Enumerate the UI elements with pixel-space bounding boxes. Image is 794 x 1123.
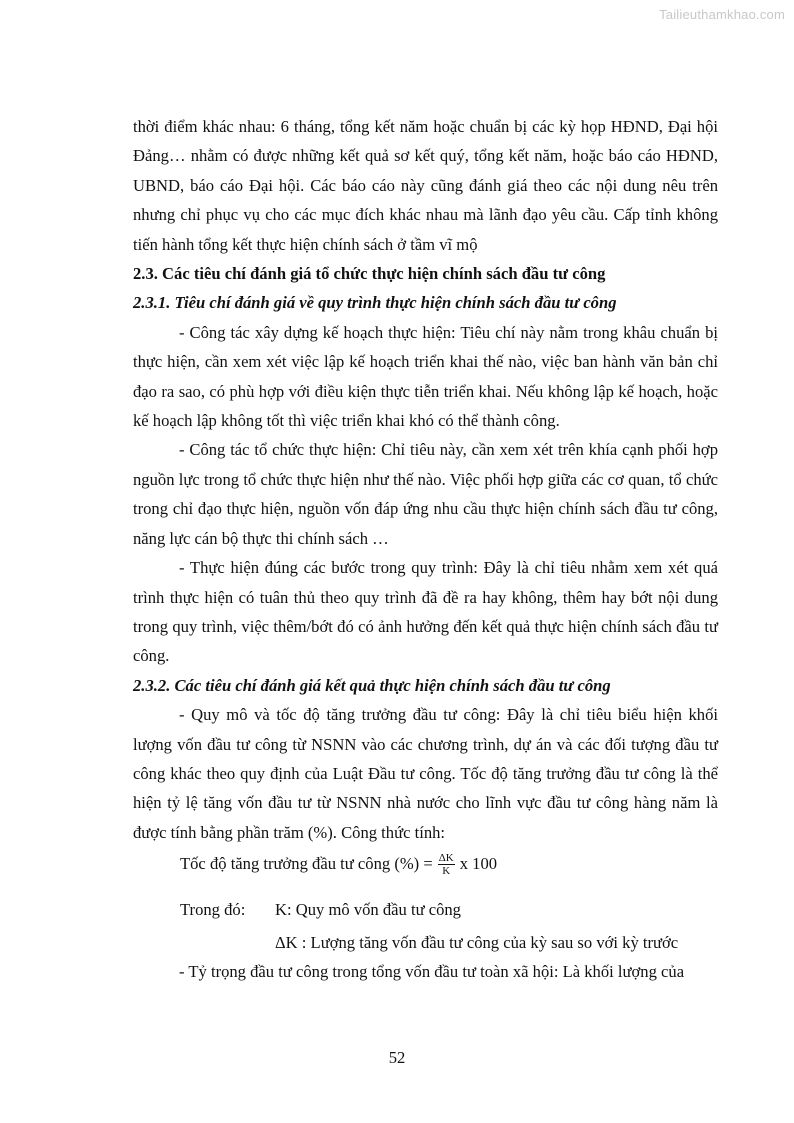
- watermark: Tailieuthamkhao.com: [659, 7, 785, 22]
- legend-label: Trong đó:: [180, 900, 246, 920]
- paragraph-intro: thời điểm khác nhau: 6 tháng, tổng kết năm hoặc chuẩn bị các kỳ họp HĐND, Đại hội Đảng… nhằm có được những kết quả sơ kết quý, tổng kết năm, hoặc báo cáo HĐND, UBND, báo cáo Đại hội. Các báo cáo này cũng đánh giá theo các nội dung nêu trên nhưng chỉ phục vụ cho các mục đích khác nhau mà lãnh đạo yêu cầu. Cấp tỉnh không tiến hành tổng kết thực hiện chính sách ở tầm vĩ mộ: [133, 117, 718, 254]
- formula-lhs: Tốc độ tăng trưởng đầu tư công (%) =: [180, 854, 433, 874]
- page-body: [133, 112, 718, 986]
- growth-formula: [180, 847, 718, 881]
- subsection-heading-2-3-2: 2.3.2. Các tiêu chí đánh giá kết quả thực hiện chính sách đầu tư công: [133, 675, 611, 695]
- paragraph-share: - Tỷ trọng đầu tư công trong tổng vốn đầu tư toàn xã hội: Là khối lượng của: [179, 961, 685, 981]
- subsection-heading-2-3-1: 2.3.1. Tiêu chí đánh giá về quy trình thực hiện chính sách đầu tư công: [133, 293, 617, 313]
- formula-legend: [180, 895, 718, 924]
- legend-k-definition: K: Quy mô vốn đầu tư công: [275, 900, 461, 920]
- formula-numerator: ΔK: [438, 851, 454, 864]
- paragraph-steps: - Thực hiện đúng các bước trong quy trình: Đây là chỉ tiêu nhằm xem xét quá trình thực hiện có tuân thủ theo quy trình đã đề ra hay không, thêm hay bớt nội dung trong quy trình, việc thêm/bớt đó có ảnh hưởng đến kết quả thực hiện chính sách đầu tư công.: [133, 558, 718, 666]
- paragraph-scale-growth: - Quy mô và tốc độ tăng trưởng đầu tư công: Đây là chỉ tiêu biểu hiện khối lượng vốn đầu tư công từ NSNN vào các chương trình, dự án và các đối tượng đầu tư công khác theo quy định của Luật Đầu tư công. Tốc độ tăng trưởng đầu tư công là thể hiện tỷ lệ tăng vốn đầu tư từ NSNN nhà nước cho lĩnh vực đầu tư công hàng năm là được tính bằng phần trăm (%). Công thức tính:: [133, 705, 718, 842]
- section-heading-2-3: 2.3. Các tiêu chí đánh giá tổ chức thực hiện chính sách đầu tư công: [133, 264, 606, 284]
- paragraph-plan: - Công tác xây dựng kế hoạch thực hiện: Tiêu chí này nằm trong khâu chuẩn bị thực hiện, cần xem xét việc lập kế hoạch triển khai thế nào, việc ban hành văn bản chỉ đạo ra sao, có phù hợp với điều kiện thực tiễn triển khai. Nếu không lập kế hoạch, hoặc kế hoạch lập không tốt thì việc triển khai khó có thể thành công.: [133, 322, 718, 431]
- formula-denominator: K: [442, 864, 451, 877]
- paragraph-organization: - Công tác tổ chức thực hiện: Chỉ tiêu này, cần xem xét trên khía cạnh phối hợp nguồn lực trong tổ chức thực hiện như thế nào. Việc phối hợp giữa các cơ quan, tổ chức trong chỉ đạo thực hiện, nguồn vốn đáp ứng nhu cầu thực hiện chính sách đầu tư công, năng lực cán bộ thực thi chính sách …: [133, 440, 718, 548]
- formula-fraction: [438, 852, 455, 877]
- formula-rhs: x 100: [459, 854, 498, 874]
- page-number: 52: [388, 1048, 406, 1067]
- legend-dk-definition: ΔK : Lượng tăng vốn đầu tư công của kỳ sau so với kỳ trước: [275, 932, 679, 952]
